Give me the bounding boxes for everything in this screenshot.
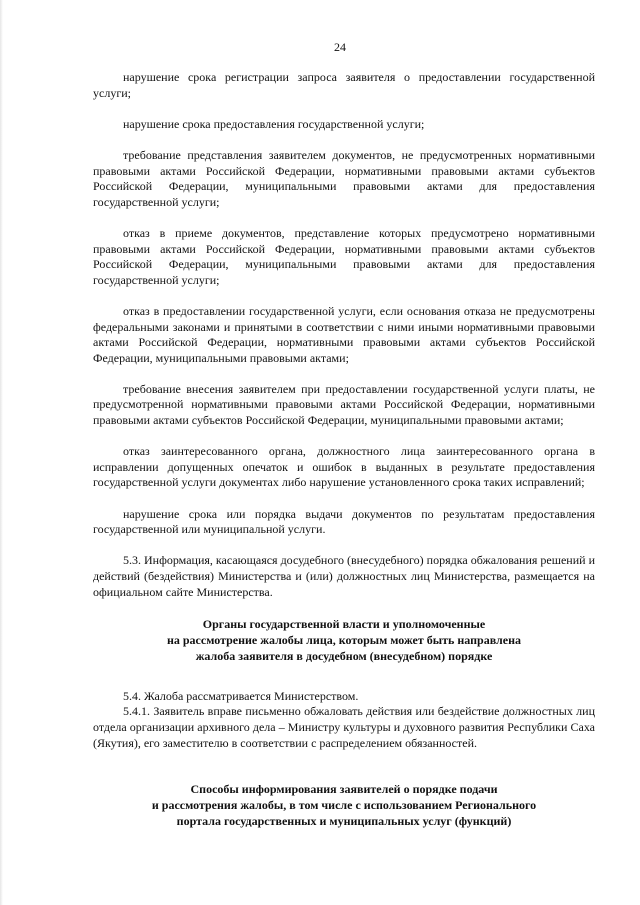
paragraph-service-deadline-violation: нарушение срока предоставления государственной услуги;: [123, 116, 425, 131]
page-number: 24: [334, 40, 346, 54]
heading-line: жалоба заявителя в досудебном (внесудебном) порядке: [195, 648, 493, 663]
paragraph-document-acceptance-refusal: отказ в приеме документов, представление которых предусмотрено нормативными правовыми актами Российской Федерации, нормативными правовыми актами субъектов Российской Федерации, муниципальными правовыми актами для предоставления государственной услуги;: [93, 225, 595, 287]
scan-edge: [0, 0, 3, 905]
paragraph-issuance-violation: нарушение срока или порядка выдачи документов по результатам предоставления государственной или муниципальной услуги.: [93, 506, 595, 537]
paragraph-unlawful-fee: требование внесения заявителем при предоставлении государственной услуги платы, не предусмотренной нормативными правовыми актами Российской Федерации, нормативными правовыми актами субъектов Российской Федерации, муниципальными правовыми актами;: [93, 381, 595, 428]
paragraph-5-4-1: 5.4.1. Заявитель вправе письменно обжаловать действия или бездействие должностных лиц отдела организации архивного дела – Министру культуры и духовного развития Республики Саха (Якутия), его заместителю в соответствии с распределением обязанностей.: [93, 704, 595, 750]
heading-line: на рассмотрение жалобы лица, которым может быть направлена: [166, 632, 522, 647]
heading-line: портала государственных и муниципальных услуг (функций): [176, 814, 512, 829]
paragraph-extra-documents-demand: требование представления заявителем документов, не предусмотренных нормативными правовыми актами Российской Федерации, нормативными правовыми актами субъектов Российской Федерации, муниципальными правовыми актами для предоставления государственной услуги;: [93, 147, 595, 209]
section-heading-authorities: [93, 616, 595, 664]
section-heading-informing-methods: [93, 781, 595, 829]
paragraph-5-4: 5.4. Жалоба рассматривается Министерством.: [123, 688, 359, 703]
paragraph-service-refusal: отказ в предоставлении государственной услуги, если основания отказа не предусмотрены федеральными законами и принятыми в соответствии с ними иными нормативными правовыми актами Российской Федерации, нормативными правовыми актами субъектов Российской Федерации, муниципальными правовыми актами;: [93, 303, 595, 365]
document-body: [93, 70, 595, 854]
heading-line: Органы государственной власти и уполномоченные: [202, 616, 486, 631]
heading-line: Способы информирования заявителей о порядке подачи: [190, 782, 498, 797]
paragraph-5-3: 5.3. Информация, касающаяся досудебного (внесудебного) порядка обжалования решений и действий (бездействия) Министерства и (или) должностных лиц Министерства, размещается на официальном сайте Министерства.: [93, 553, 595, 599]
heading-line: и рассмотрения жалобы, в том числе с использованием Регионального: [151, 798, 537, 813]
paragraph-correction-refusal: отказ заинтересованного органа, должностного лица заинтересованного органа в исправлении допущенных опечаток и ошибок в выданных в результате предоставления государственной услуги документах либо нарушение установленного срока таких исправлений;: [93, 444, 595, 490]
paragraph-registration-violation: нарушение срока регистрации запроса заявителя о предоставлении государственной услуги;: [93, 70, 595, 100]
